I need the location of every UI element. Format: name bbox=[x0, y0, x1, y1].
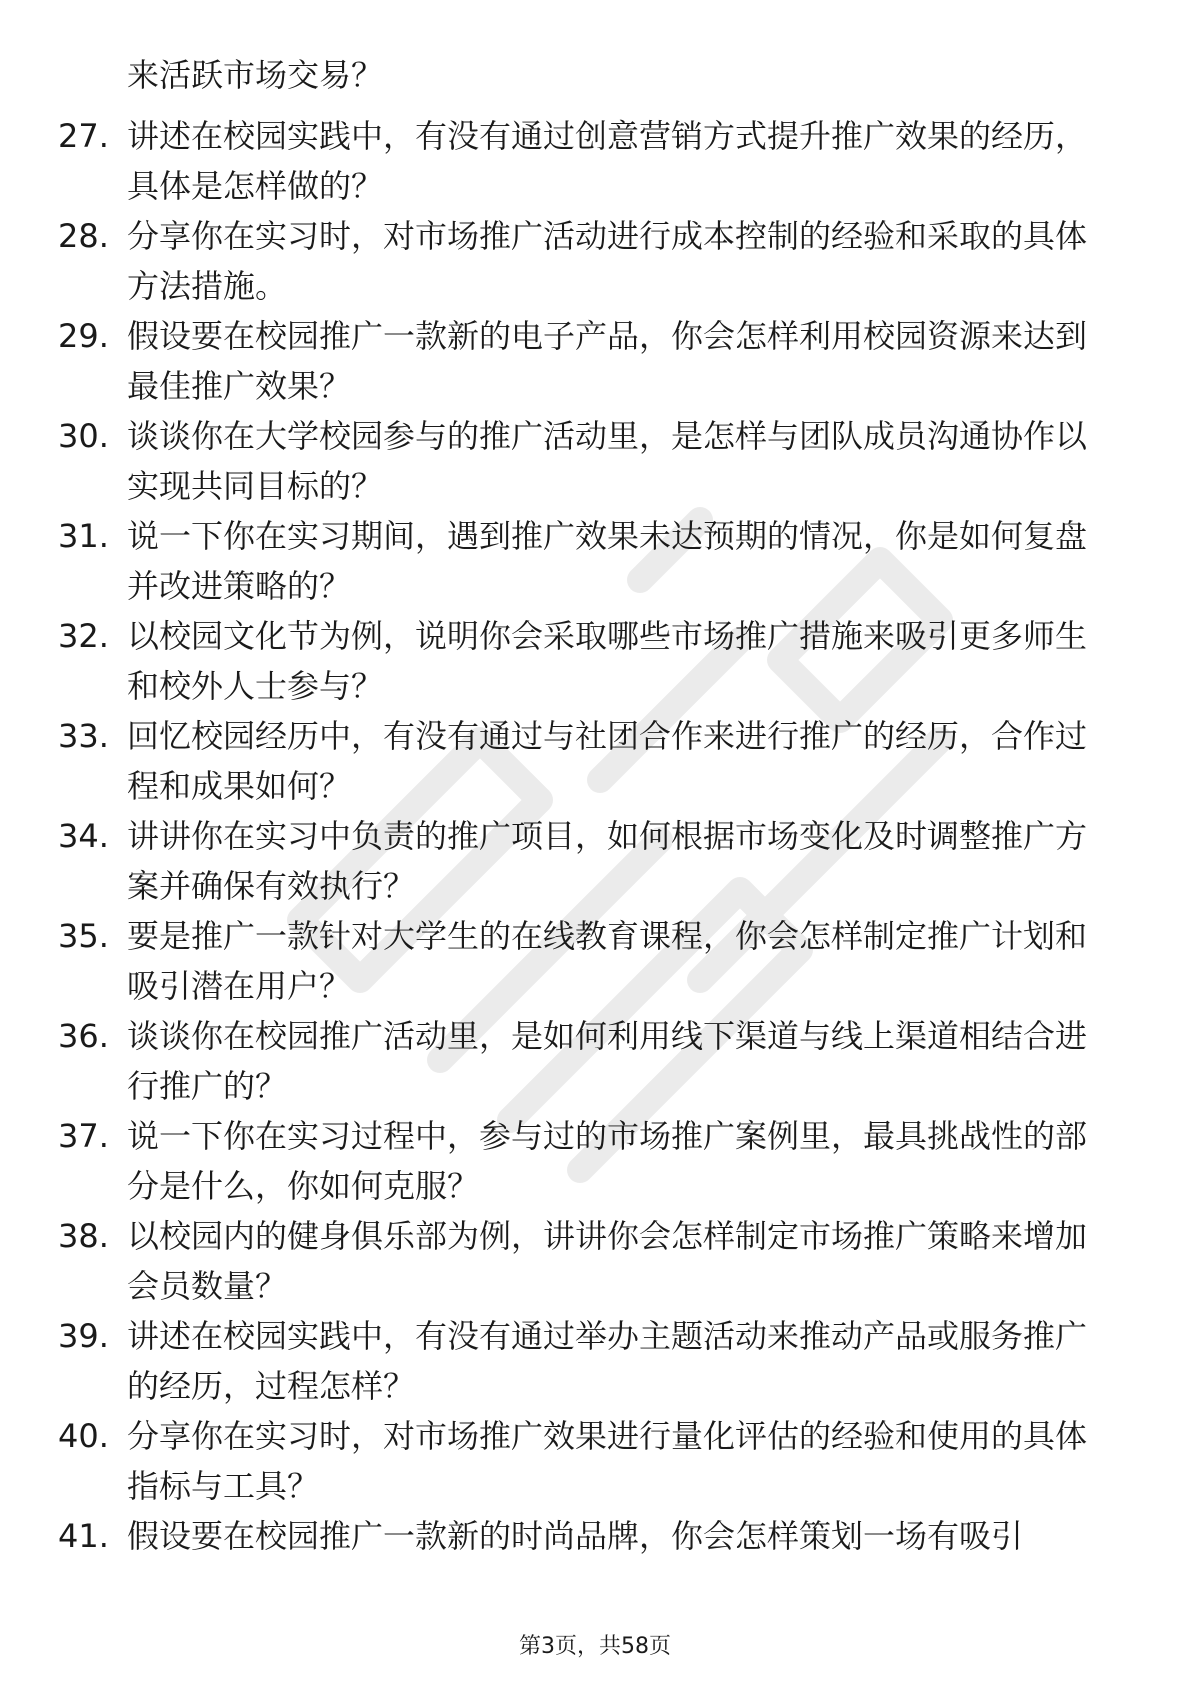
list-item bbox=[58, 611, 1118, 711]
question-number: 41. bbox=[58, 1517, 109, 1555]
question-text: 假设要在校园推广一款新的时尚品牌，你会怎样策划一场有吸引 bbox=[127, 1517, 1024, 1555]
question-text: 假设要在校园推广一款新的电子产品，你会怎样利用校园资源来达到最佳推广效果？ bbox=[127, 317, 1088, 405]
list-item bbox=[58, 311, 1118, 411]
question-text: 分享你在实习时，对市场推广效果进行量化评估的经验和使用的具体指标与工具？ bbox=[127, 1417, 1088, 1505]
list-item bbox=[58, 411, 1118, 511]
question-number: 36. bbox=[58, 1017, 109, 1055]
list-item bbox=[58, 711, 1118, 811]
question-number: 32. bbox=[58, 617, 109, 655]
question-text: 谈谈你在校园推广活动里，是如何利用线下渠道与线上渠道相结合进行推广的？ bbox=[127, 1017, 1088, 1105]
list-item bbox=[58, 211, 1118, 311]
question-list bbox=[58, 111, 1118, 1611]
question-text: 以校园内的健身俱乐部为例，讲讲你会怎样制定市场推广策略来增加会员数量？ bbox=[127, 1217, 1088, 1305]
list-item bbox=[58, 111, 1118, 211]
list-item bbox=[58, 1511, 1118, 1611]
question-text: 说一下你在实习期间，遇到推广效果未达预期的情况，你是如何复盘并改进策略的？ bbox=[127, 517, 1088, 605]
list-item bbox=[58, 1311, 1118, 1411]
question-text: 以校园文化节为例，说明你会采取哪些市场推广措施来吸引更多师生和校外人士参与？ bbox=[127, 617, 1088, 705]
list-item bbox=[58, 1011, 1118, 1111]
question-text: 说一下你在实习过程中，参与过的市场推广案例里，最具挑战性的部分是什么，你如何克服？ bbox=[127, 1117, 1088, 1205]
list-item bbox=[58, 1111, 1118, 1211]
question-number: 30. bbox=[58, 417, 109, 455]
question-number: 28. bbox=[58, 217, 109, 255]
question-text: 讲述在校园实践中，有没有通过举办主题活动来推动产品或服务推广的经历，过程怎样？ bbox=[127, 1317, 1088, 1405]
question-number: 27. bbox=[58, 117, 109, 155]
question-number: 29. bbox=[58, 317, 109, 355]
question-number: 39. bbox=[58, 1317, 109, 1355]
continuation-line: 来活跃市场交易？ bbox=[127, 56, 384, 94]
list-item bbox=[58, 811, 1118, 911]
question-number: 31. bbox=[58, 517, 109, 555]
question-text: 讲述在校园实践中，有没有通过创意营销方式提升推广效果的经历，具体是怎样做的？ bbox=[127, 117, 1088, 205]
question-text: 讲讲你在实习中负责的推广项目，如何根据市场变化及时调整推广方案并确保有效执行？ bbox=[127, 817, 1088, 905]
question-text: 谈谈你在大学校园参与的推广活动里，是怎样与团队成员沟通协作以实现共同目标的？ bbox=[127, 417, 1088, 505]
question-number: 35. bbox=[58, 917, 109, 955]
question-text: 分享你在实习时，对市场推广活动进行成本控制的经验和采取的具体方法措施。 bbox=[127, 217, 1088, 305]
question-number: 34. bbox=[58, 817, 109, 855]
question-number: 40. bbox=[58, 1417, 109, 1455]
page-footer: 第3页，共58页 bbox=[519, 1634, 671, 1659]
question-text: 要是推广一款针对大学生的在线教育课程，你会怎样制定推广计划和吸引潜在用户？ bbox=[127, 917, 1088, 1005]
question-text: 回忆校园经历中，有没有通过与社团合作来进行推广的经历，合作过程和成果如何？ bbox=[127, 717, 1088, 805]
question-number: 38. bbox=[58, 1217, 109, 1255]
question-number: 37. bbox=[58, 1117, 109, 1155]
list-item bbox=[58, 1211, 1118, 1311]
list-item bbox=[58, 911, 1118, 1011]
question-number: 33. bbox=[58, 717, 109, 755]
list-item bbox=[58, 511, 1118, 611]
list-item bbox=[58, 1411, 1118, 1511]
